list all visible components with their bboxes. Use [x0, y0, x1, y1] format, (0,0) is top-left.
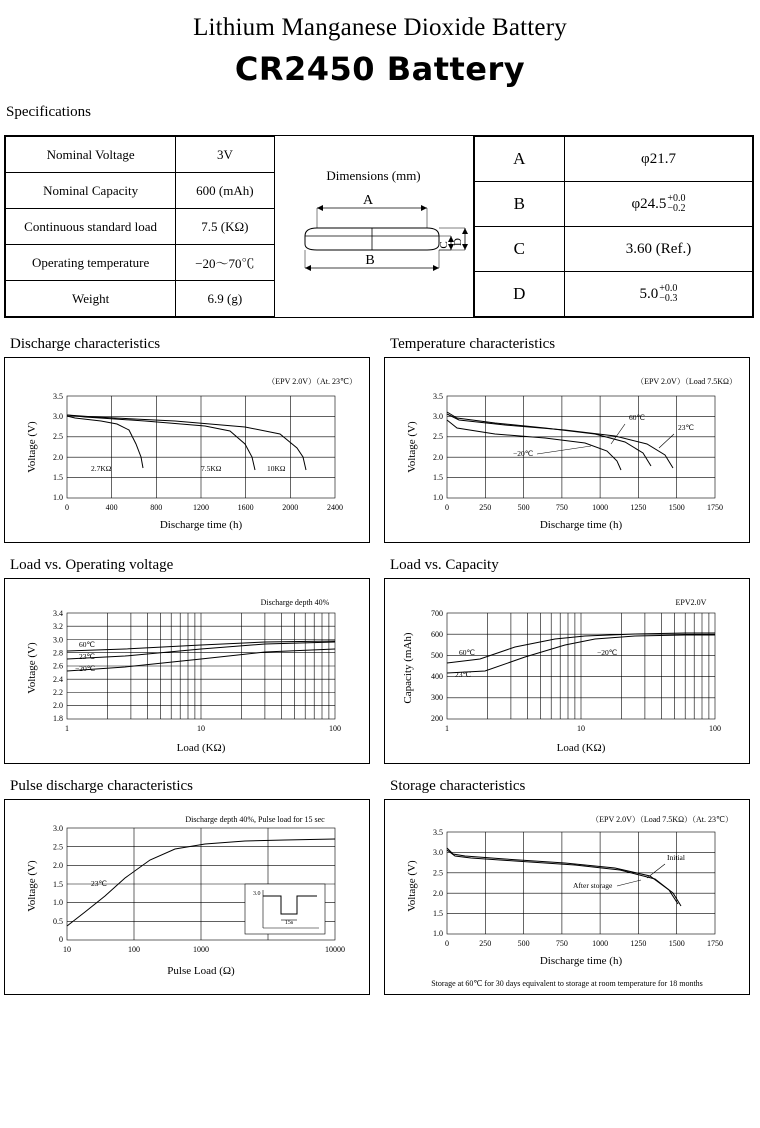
svg-text:2000: 2000 [282, 503, 299, 512]
dimensions-title: Dimensions (mm) [326, 168, 421, 183]
svg-text:1.8: 1.8 [53, 714, 63, 723]
chart-cell-load-capacity [384, 557, 750, 764]
svg-text:2.8: 2.8 [53, 648, 63, 658]
svg-text:2.5: 2.5 [433, 868, 443, 878]
tolerance [659, 284, 677, 305]
svg-text:1200: 1200 [193, 503, 209, 512]
svg-text:1500: 1500 [668, 939, 685, 948]
battery-drawing-cell [275, 136, 474, 317]
spec-value: 6.9 (g) [176, 281, 274, 317]
svg-text:1.5: 1.5 [433, 473, 443, 482]
axis-label-x: Pulse Load (Ω) [167, 965, 235, 977]
chart-pulse [4, 799, 370, 995]
series-label-23c: 23℃ [79, 652, 95, 661]
axis-label-y: Voltage (V) [406, 421, 418, 473]
svg-text:3.0: 3.0 [53, 412, 63, 421]
svg-text:10: 10 [577, 724, 585, 733]
table-row [6, 281, 275, 317]
tolerance-upper: +0.0 [659, 282, 678, 294]
svg-text:3.0: 3.0 [53, 824, 63, 833]
svg-text:400: 400 [431, 672, 443, 681]
datasheet-page [0, 14, 760, 1128]
series-label-23c: 23℃ [678, 423, 694, 432]
dim-label-d: D [451, 238, 464, 246]
svg-text:3.2: 3.2 [53, 622, 63, 631]
svg-text:2.2: 2.2 [53, 688, 63, 697]
series-label-2-7k: 2.7KΩ [91, 464, 112, 473]
chart-row-2 [4, 557, 756, 764]
svg-text:1.0: 1.0 [433, 929, 443, 938]
chart-cell-discharge [4, 336, 370, 543]
tolerance-upper: +0.0 [667, 192, 686, 204]
dim-value [565, 272, 753, 317]
inset-label-time: 15s [284, 920, 294, 926]
table-row [6, 245, 275, 281]
series-label-10k: 10KΩ [267, 464, 286, 473]
chart-cell-temperature [384, 336, 750, 543]
svg-text:2400: 2400 [327, 503, 343, 512]
dim-value-text: 3.60 (Ref.) [625, 240, 692, 257]
chart-label-storage: Storage characteristics [390, 778, 526, 794]
chart-cell-load-voltage [4, 557, 370, 764]
chart-note: Discharge depth 40% [260, 598, 330, 607]
series-label-23c: 23℃ [91, 879, 107, 888]
svg-text:250: 250 [479, 503, 492, 512]
svg-text:1250: 1250 [630, 939, 647, 948]
axis-label-x: Discharge time (h) [159, 519, 243, 531]
svg-text:1750: 1750 [707, 939, 723, 948]
chart-note: EPV2.0V [675, 598, 707, 607]
chart-cell-pulse [4, 778, 370, 995]
svg-text:1.0: 1.0 [53, 898, 63, 907]
spec-key: Weight [6, 281, 176, 317]
series-label-minus20c: −20℃ [597, 648, 618, 657]
spec-value: −20～70℃ [176, 245, 274, 281]
svg-text:1: 1 [445, 724, 449, 733]
charts-area [0, 336, 760, 995]
svg-text:3.4: 3.4 [53, 609, 63, 618]
chart-label-discharge: Discharge characteristics [10, 336, 161, 352]
svg-text:1250: 1250 [630, 503, 647, 512]
tolerance-lower: −0.2 [667, 203, 686, 214]
table-row [6, 137, 275, 173]
svg-text:100: 100 [329, 724, 341, 733]
product-title: CR2450 Battery [234, 50, 526, 88]
chart-note: Discharge depth 40%, Pulse load for 15 sec [185, 815, 325, 824]
svg-text:2.6: 2.6 [53, 661, 63, 671]
table-row [6, 209, 275, 245]
svg-text:750: 750 [555, 939, 568, 948]
chart-storage [384, 799, 750, 995]
dim-value [565, 182, 753, 227]
svg-text:3.5: 3.5 [53, 392, 63, 401]
axis-label-x: Discharge time (h) [539, 955, 623, 967]
svg-text:2.0: 2.0 [53, 861, 63, 870]
series-label-minus20c: −20℃ [75, 664, 96, 673]
axis-label-y: Capacity (mAh) [402, 632, 414, 704]
axis-label-x: Load (KΩ) [556, 742, 606, 754]
svg-text:700: 700 [431, 609, 443, 618]
dim-key: A [474, 137, 564, 182]
chart-note: （EPV 2.0V）（Load 7.5KΩ）（At. 23℃） [591, 815, 733, 824]
series-label-7-5k: 7.5KΩ [201, 464, 222, 473]
svg-text:2.5: 2.5 [53, 432, 63, 441]
svg-text:1.5: 1.5 [433, 909, 443, 918]
svg-text:1500: 1500 [668, 503, 685, 512]
dim-label-a: A [362, 193, 373, 208]
svg-text:2.5: 2.5 [433, 432, 443, 441]
spec-key: Nominal Capacity [6, 173, 176, 209]
table-row [474, 227, 752, 272]
table-row [474, 137, 752, 182]
svg-text:1600: 1600 [237, 503, 254, 512]
spec-key: Nominal Voltage [6, 137, 176, 173]
svg-text:1000: 1000 [592, 503, 609, 512]
svg-text:0: 0 [445, 939, 449, 948]
svg-text:3.0: 3.0 [433, 848, 443, 857]
svg-text:2.0: 2.0 [433, 453, 443, 462]
dim-value [565, 137, 753, 182]
svg-text:1000: 1000 [592, 939, 609, 948]
svg-text:100: 100 [709, 724, 721, 733]
svg-text:3.0: 3.0 [433, 412, 443, 421]
inset-label-voltage: 3.0 [253, 891, 261, 897]
svg-text:2.0: 2.0 [53, 453, 63, 462]
dim-value-text: 5.0 [639, 285, 659, 302]
chart-cell-storage [384, 778, 750, 995]
svg-text:3.5: 3.5 [433, 828, 443, 837]
chart-label-load-voltage: Load vs. Operating voltage [10, 557, 174, 573]
svg-text:0: 0 [65, 503, 69, 512]
axis-label-x: Discharge time (h) [539, 519, 623, 531]
svg-text:1750: 1750 [707, 503, 723, 512]
svg-text:1.5: 1.5 [53, 473, 63, 482]
table-row [474, 272, 752, 317]
spec-value: 600 (mAh) [176, 173, 274, 209]
chart-row-1 [4, 336, 756, 543]
chart-temperature [384, 357, 750, 543]
svg-text:0.5: 0.5 [53, 917, 63, 926]
dim-key: D [474, 272, 564, 317]
spec-key: Operating temperature [6, 245, 176, 281]
spec-value: 3V [176, 137, 274, 173]
axis-label-y: Voltage (V) [26, 860, 38, 912]
svg-text:250: 250 [479, 939, 492, 948]
table-row [474, 182, 752, 227]
series-label-minus20c: −20℃ [513, 449, 534, 458]
svg-text:0: 0 [59, 935, 63, 944]
svg-text:750: 750 [555, 503, 568, 512]
chart-label-load-capacity: Load vs. Capacity [390, 557, 499, 573]
chart-label-temperature: Temperature characteristics [390, 336, 556, 352]
chart-label-pulse: Pulse discharge characteristics [10, 778, 193, 794]
chart-row-3 [4, 778, 756, 995]
dimension-table [474, 136, 753, 317]
dim-label-b: B [364, 253, 375, 268]
svg-text:800: 800 [150, 503, 163, 512]
series-label-after-storage: After storage [573, 881, 613, 890]
table-row [6, 173, 275, 209]
svg-text:3.0: 3.0 [53, 635, 63, 645]
svg-text:500: 500 [431, 651, 443, 660]
axis-label-y: Voltage (V) [26, 642, 38, 694]
svg-text:3.5: 3.5 [433, 392, 443, 401]
specifications-label: Specifications [6, 104, 91, 120]
dim-value-text: φ24.5 [631, 195, 667, 212]
svg-text:500: 500 [517, 503, 530, 512]
battery-dimension-drawing [275, 184, 473, 294]
axis-label-y: Voltage (V) [26, 421, 38, 473]
specifications-table [4, 135, 754, 318]
spec-key: Continuous standard load [6, 209, 176, 245]
svg-text:300: 300 [431, 693, 443, 702]
svg-text:1.5: 1.5 [53, 880, 63, 889]
chart-note: （EPV 2.0V）（Load 7.5KΩ） [636, 377, 737, 386]
svg-text:1.0: 1.0 [433, 493, 443, 502]
svg-text:2.4: 2.4 [53, 675, 63, 684]
svg-text:400: 400 [105, 503, 118, 512]
svg-text:500: 500 [517, 939, 530, 948]
spec-value: 7.5 (KΩ) [176, 209, 274, 245]
series-label-23c: 23℃ [455, 670, 471, 679]
dim-key: C [474, 227, 564, 272]
dim-value [565, 227, 753, 272]
spec-left-table [5, 136, 275, 317]
svg-text:2.5: 2.5 [53, 842, 63, 852]
svg-text:2.0: 2.0 [53, 701, 63, 710]
svg-text:10: 10 [197, 724, 205, 733]
svg-text:1000: 1000 [193, 945, 209, 954]
svg-text:1: 1 [65, 724, 69, 733]
axis-label-x: Load (KΩ) [176, 742, 226, 754]
svg-text:2.0: 2.0 [433, 889, 443, 898]
svg-text:0: 0 [445, 503, 449, 512]
chart-note: （EPV 2.0V）（At. 23℃） [267, 377, 357, 386]
svg-text:200: 200 [431, 714, 443, 723]
svg-text:1.0: 1.0 [53, 493, 63, 502]
chart-footer-note: Storage at 60℃ for 30 days equivalent to storage at room temperature for 18 months [431, 979, 703, 988]
dim-key: B [474, 182, 564, 227]
dim-label-c: C [437, 241, 450, 249]
svg-text:600: 600 [431, 630, 443, 639]
series-label-60c: 60℃ [459, 648, 475, 657]
series-label-initial: Initial [667, 853, 685, 862]
chart-discharge [4, 357, 370, 543]
chart-load-voltage [4, 578, 370, 764]
tolerance-lower: −0.3 [659, 293, 678, 304]
series-label-60c: 60℃ [79, 640, 95, 649]
tolerance [667, 194, 685, 215]
page-title: Lithium Manganese Dioxide Battery [193, 14, 567, 41]
chart-load-capacity [384, 578, 750, 764]
axis-label-y: Voltage (V) [406, 860, 418, 912]
series-label-60c: 60℃ [629, 413, 645, 422]
svg-text:100: 100 [128, 945, 140, 954]
svg-text:10: 10 [63, 945, 71, 954]
svg-text:10000: 10000 [325, 945, 345, 954]
dim-value-text: φ21.7 [641, 150, 676, 167]
